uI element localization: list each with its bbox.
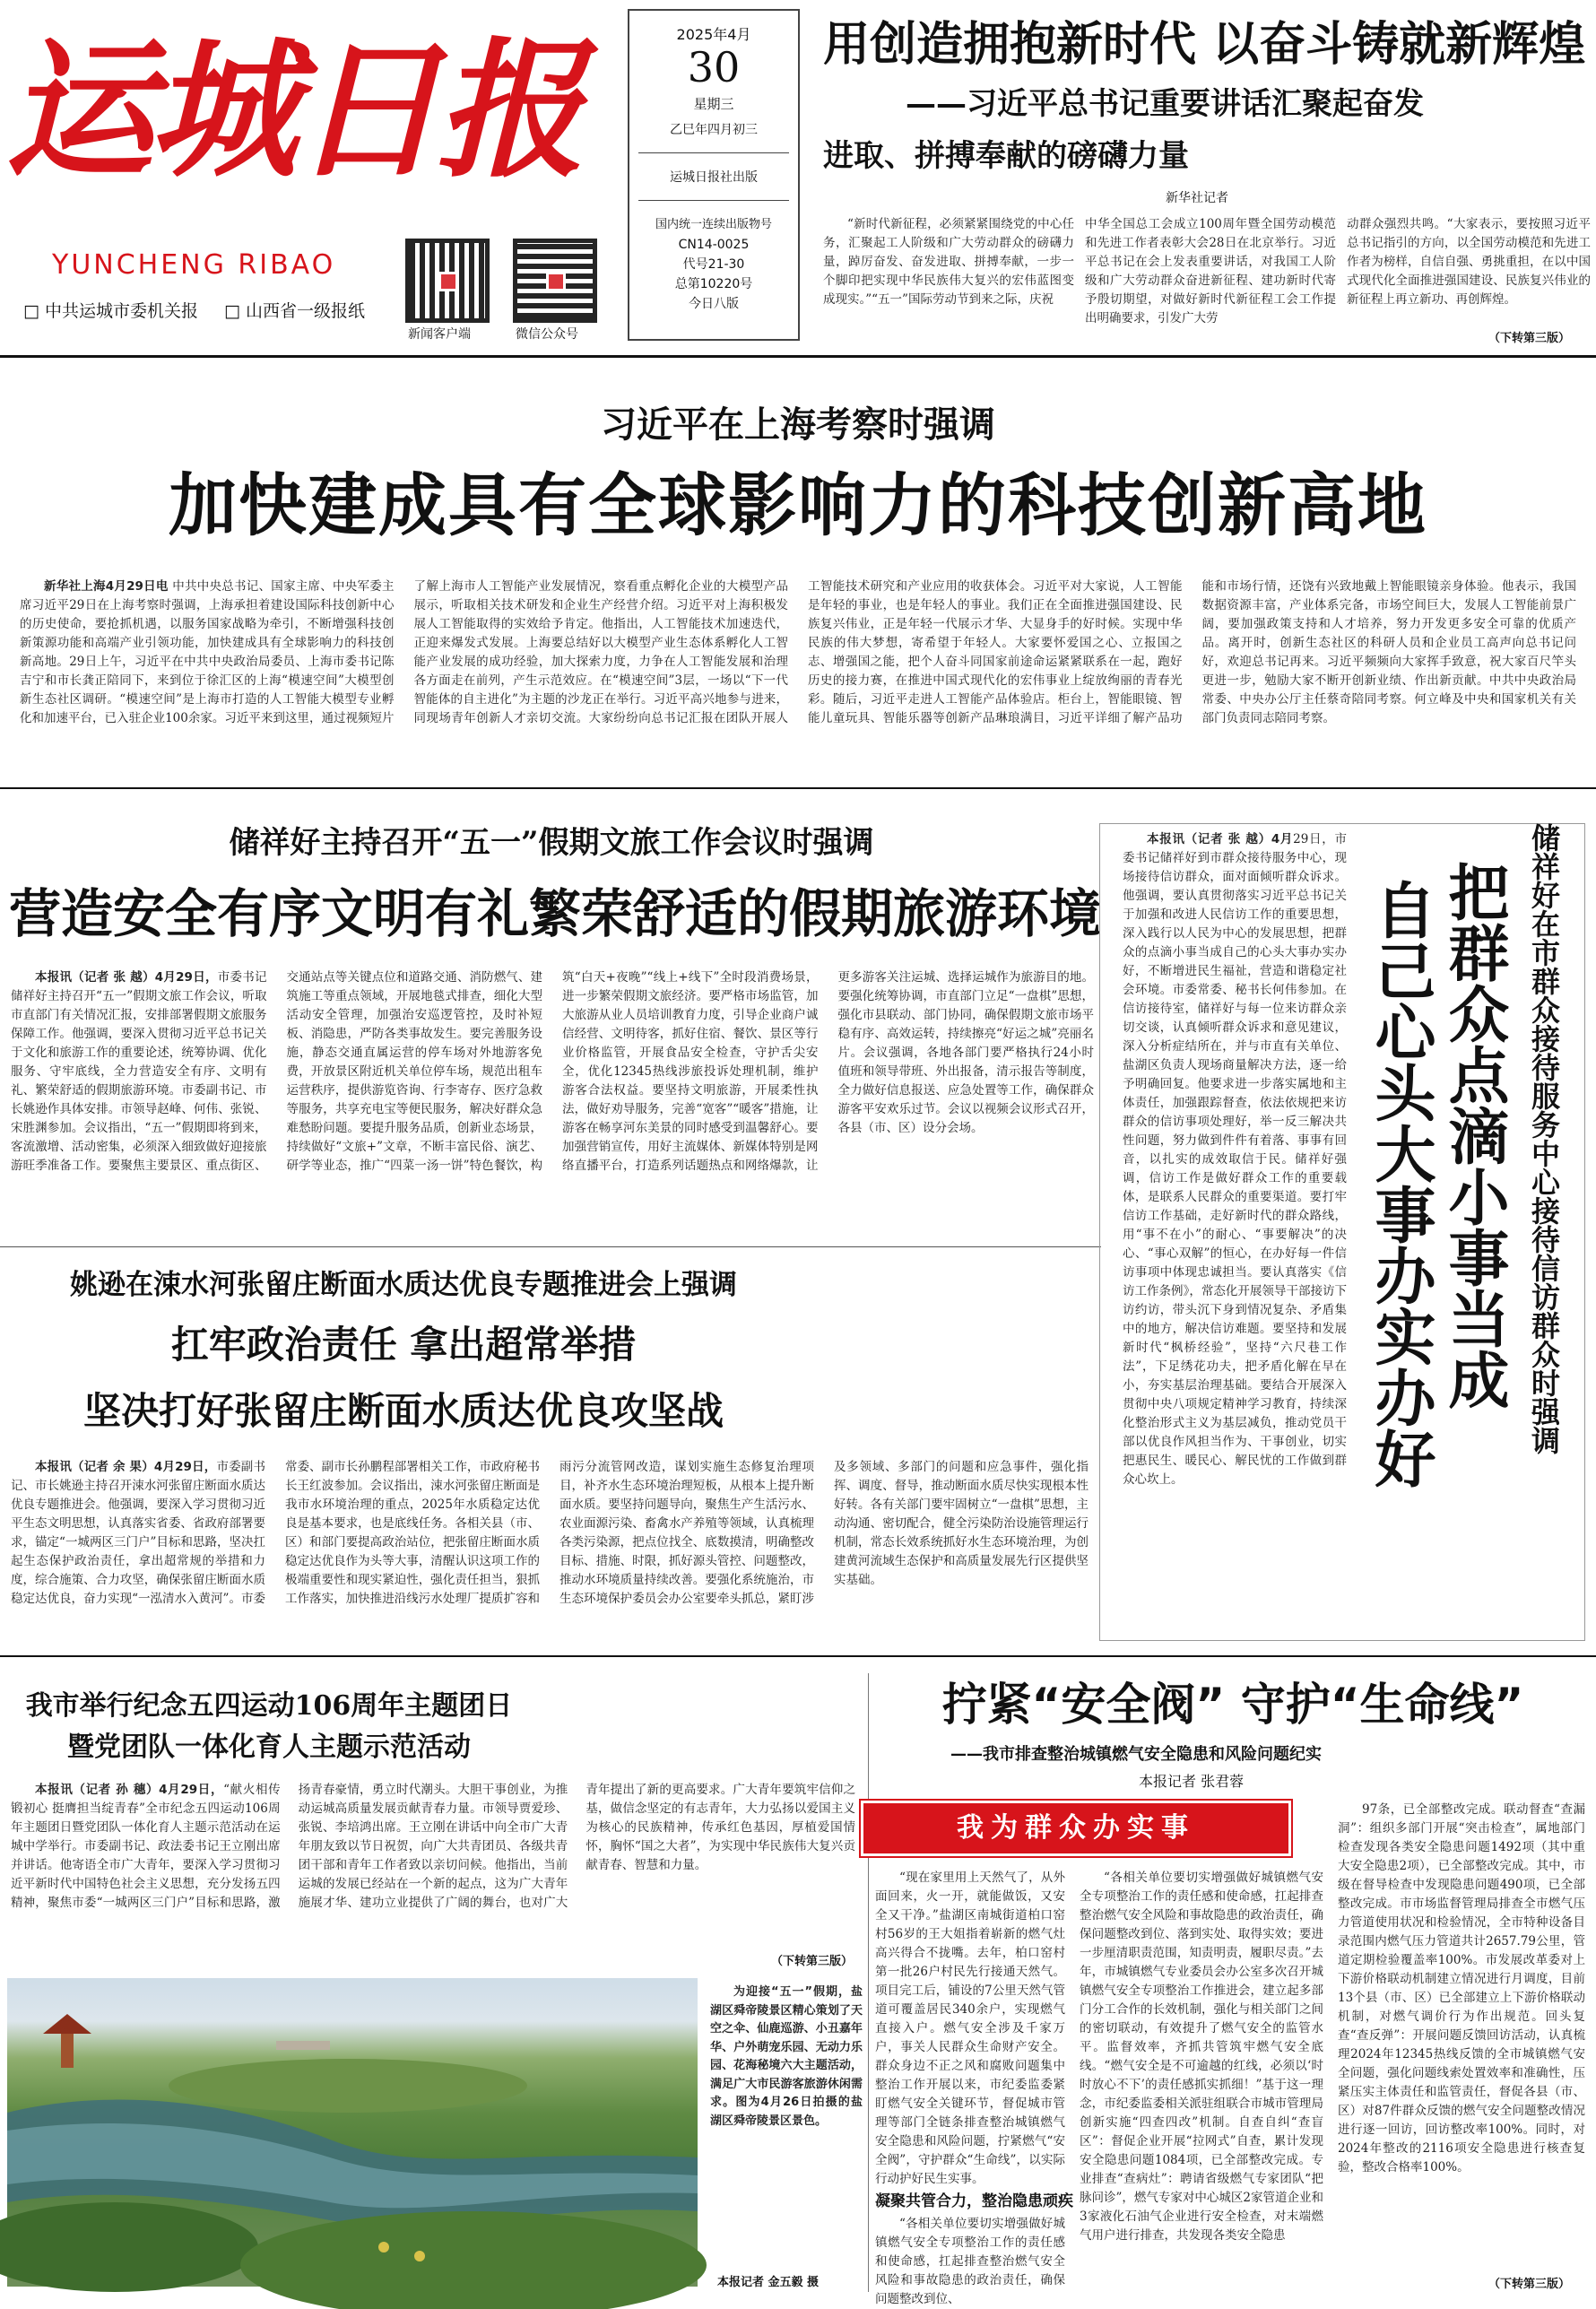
qr-label-news-app: 新闻客户端 — [408, 327, 471, 342]
divider-masthead — [0, 355, 1596, 358]
gas-body-2-lead: “各相关单位要切实增强做好城镇燃气安全专项整治工作的责任感和使命感，扛起排查整治燃气安全风险和事故隐患的政治责任，确保问题整改到位、 — [875, 2217, 1065, 2306]
youth-headline-2[interactable]: 暨党团队一体化育人主题示范活动 — [67, 1732, 471, 1763]
qr-code-news-app[interactable] — [405, 239, 490, 323]
publisher: 运城日报社出版 — [670, 170, 758, 185]
gas-body-2: “各相关单位要切实增强做好城镇燃气安全专项整治工作的责任感和使命感，扛起排查整治燃气安全风险和事故隐患的政治责任，确保问题整改到位、落到实处、取得实效；要进一步厘清职责范围，知责明责，履职尽责。”去年，市城镇燃气专业委员会办公室多次召开城镇燃气安全专项整治工作推进会，建立起多部门分工合作的长效机制，强化与相关部门之间的密切联动，有效提升了燃气安全的监管水平。监督效率，齐抓共管筑牢燃气安全底线。“燃气安全是不可逾越的红线，必须以‘时时放心不下’的责任感抓实抓细！”基于这一理念，市纪委监委相关派驻组联合市城市管理局创新实施“四查四改”机制。自查自纠“查盲区”：督促企业开展“拉网式”自查，累计发现安全隐患问题1084项，已全部整改完成。专业排查“查病灶”：聘请省级燃气专家团队“把脉问诊”，燃气专家对中心城区2家管道企业和3家液化石油气企业进行安全检查，对末端燃气用户进行排查，共发现各类安全隐患 — [1080, 1871, 1323, 2243]
petition-title-col-1[interactable]: 把群众点滴小事当成 — [1438, 861, 1509, 1410]
gas-column-3 — [1338, 1801, 1585, 2270]
gas-section-label: 凝聚共管合力，整治隐患顽疾 — [875, 2192, 1073, 2210]
gas-byline: 本报记者 张君蓉 — [1139, 1773, 1245, 1790]
serial-label: 国内统一连续出版物号 — [655, 218, 772, 231]
date-weekday: 星期三 — [693, 96, 734, 112]
petition-kicker: 储祥好在市群众接待服务中心接待信访群众时强调 — [1527, 823, 1561, 1454]
lead-column-1: “新时代新征程，必须紧紧围绕党的中心任务，汇聚起工人阶级和广大劳动群众的磅礴力量，踔厉奋发、奋发进取、拼搏奉献，一步一个脚印把实现中华民族伟大复兴的宏伟蓝图变成现实。”“五一”国际劳动节到来之际，庆祝 — [823, 217, 1074, 307]
newspaper-pinyin: YUNCHENG RIBAO — [52, 249, 336, 281]
youth-body-area — [11, 1781, 855, 1948]
shanghai-kicker: 习近平在上海考察时强调 — [601, 404, 995, 446]
gas-continued[interactable]: （下转第三版） — [1488, 2278, 1571, 2291]
photo-caption-text: 为迎接“五一”假期，盐湖区舜帝陵景区精心策划了天空之伞、仙鹿巡游、小丑嘉年华、户外萌宠乐园、无动力乐园、花海秘境六大主题活动，满足广大市民游客旅游休闲需求。图为4月26日拍摄的盐湖区舜帝陵景区景色。 — [710, 1985, 863, 2128]
lead-byline: 新华社记者 — [1166, 191, 1228, 205]
shanghai-headline[interactable]: 加快建成具有全球影响力的科技创新高地 — [169, 465, 1427, 545]
shanghai-body — [20, 577, 1576, 769]
gas-headline[interactable]: 拧紧“安全阀” 守护“生命线” — [941, 1679, 1524, 1731]
newspaper-logo: 运城日报 — [5, 23, 579, 198]
youth-continued[interactable]: （下转第三版） — [771, 1955, 854, 1968]
youth-body-text: “献火相传锻初心 挺膺担当绽青春”全市纪念五四运动106周年主题团日暨党团队一体化育人主题示范活动在运城中学举行。市委副书记、政法委书记王立刚出席并讲话。他寄语全市广大青年，要深入学习贯彻习近平新时代中国特色社会主义思想，充分发扬五四精神，聚焦市委“一城两区三门户”目标和思路，激扬青春豪情，勇立时代潮头。大胆干事创业，为推动运城高质量发展贡献青春力量。市领导贾爱珍、张锐、李培鸿出席。王立刚在讲话中向全市广大青年朋友致以节日祝贺，向广大共青团员、各级共青团干部和青年工作者致以亲切问候。他指出，当前运城的发展已经站在一个新的起点，这为广大青年施展才华、建功立业提供了广阔的舞台，也对广大青年提出了新的更高要求。广大青年要筑牢信仰之基，做信念坚定的有志青年，大力弘扬以爱国主义为核心的民族精神，传承红色基因，厚植爱国情怀，胸怀“国之大者”，为实现中华民族伟大复兴贡献青春、智慧和力量。 — [11, 1783, 855, 1910]
qr-code-wechat[interactable] — [513, 239, 597, 323]
petition-dateline: 本报讯（记者 张 越）4月 — [1147, 832, 1294, 846]
photo-illustration — [7, 1978, 698, 2287]
gas-banner — [861, 1801, 1291, 1856]
petition-body-text: 29日，市委书记储祥好到市群众接待服务中心，现场接待信访群众，面对面倾听群众诉求。他强调，要认真贯彻落实习近平总书记关于加强和改进人民信访工作的重要思想，深入践行以人民为中心的发展思想，把群众的点滴小事当成自己的心头大事办实办好，不断增进民生福祉，营造和谐稳定社会环境。市委常委、秘书长何伟参加。在信访接待室，储祥好与每一位来访群众亲切交谈，认真倾听群众诉求和意见建议，深入分析症结所在，并与市直有关单位、盐湖区负责人现场商量解决方法，逐一给予明确回复。他要求进一步落实属地和主体责任，加强跟踪督查，依法依规把来访群众的信访事项处理好，举一反三解决共性问题，努力做到件件有着落、事事有回音，以扎实的成效取信于民。储祥好强调，信访工作是做好群众工作的重要载体，是联系人民群众的重要渠道。要打牢信访工作基础，走好新时代的群众路线，用“事不在小”的耐心、“事要解决”的决心、“事心双解”的恒心，在办好每一件信访事项中体现忠诚担当。要认真落实《信访工作条例》，常态化开展领导干部接访下访约访，带头沉下身到情况复杂、矛盾集中的地方，解决信访难题。要坚持和发展新时代“枫桥经验”，坚持“六尺巷工作法”，下足绣花功夫，把矛盾化解在早在小，夯实基层治理基础。要结合开展深入贯彻中央八项规定精神学习教育，持续深化整治形式主义为基层减负，推动党员干部以优良作风担当作为、干事创业，切实把惠民生、暖民心、解民忧的工作做到群众心坎上。 — [1123, 832, 1347, 1487]
serial-cn: CN14-0025 — [678, 238, 750, 252]
date-year-month: 2025年4月 — [676, 26, 751, 43]
masthead — [0, 0, 1596, 352]
lead-continued[interactable]: （下转第三版） — [1488, 332, 1571, 345]
tourism-headline[interactable]: 营造安全有序文明有礼繁荣舒适的假期旅游环境 — [9, 883, 1102, 944]
divider-bottom-vertical — [868, 1673, 869, 2292]
date-day: 30 — [687, 43, 741, 91]
scenic-photo[interactable] — [7, 1978, 698, 2287]
date-lunar: 乙巳年四月初三 — [670, 123, 758, 137]
gas-column-1b — [875, 2215, 1065, 2306]
lead-column-3: 动群众强烈共鸣。“大家表示，要按照习近平总书记指引的方向，以全国劳动模范和先进工作者为榜样，自信自强、勇挑重担，在以中国式现代化全面推进强国建设、民族复兴伟业的新征程上再立新功、再创辉煌。 — [1347, 217, 1591, 307]
gas-body-3: 97条，已全部整改完成。联动督查“查漏洞”：组织多部门开展“突击检查”，属地部门检查发现各类安全隐患问题1492项（其中重大安全隐患2项），已全部整改完成。其中，市级在督导检查中发现隐患问题490项，已全部整改完成。市市场监督管理局排查全市燃气压力管道使用状况和检验情况，全市特种设备目录范围内燃气压力管道共计2657.79公里，管道定期检验覆盖率100%。市发展改革委对上下游价格联动机制建立情况进行月调度，目前13个县（市、区）已全部建立上下游价格联动机制，对燃气调价行为作出规范。回头复查“查反弹”：开展问题反馈回访活动，认真梳理2024年12345热线反馈的全市城镇燃气安全问题，强化问题线索处置效率和准确性，压紧压实主体责任和监管责任，督促各县（市、区）对87件群众反馈的燃气安全问题整改情况进行逐一回访，回访整改率100%。同时，对2024年整改的2116项安全隐患进行核查复验，整改合格率100%。 — [1338, 1802, 1585, 2174]
river-body — [11, 1458, 1089, 1616]
river-dateline: 本报讯（记者 余 果）4月29日， — [35, 1460, 217, 1474]
tourism-body-text: 市委书记储祥好主持召开“五一”假期文旅工作会议，听取市直部门有关情况汇报，安排部署假期文旅服务保障工作。他强调，要深入贯彻习近平总书记关于文化和旅游工作的重要论述，统筹协调、优化服务、守牢底线，全力营造安全有序、文明有礼、繁荣舒适的假期旅游环境。市委副书记、市长姚逊作具体安排。市领导赵峰、何伟、张锐、宋胜渊参加。会议指出，“五一”假期即将到来，客流激增、活动密集，必须深入细致做好迎接旅游旺季准备工作。要聚焦主要景区、重点街区、交通站点等关键点位和道路交通、消防燃气、建筑施工等重点领域，开展地毯式排查，细化大型活动安全管理，加强治安巡逻管控，及时补短板、消隐患，严防各类事故发生。要完善服务设施，静态交通直属运营的停车场对外地游客免费，开放景区附近机关单位停车场，规范出租车运营秩序，提供游览咨询、行李寄存、医疗急救等服务，共享充电宝等便民服务，解决好群众急难愁盼问题。要提升服务品质，创新业态场景，持续做好“文旅+”文章，不断丰富民俗、演艺、研学等业态，推广“四菜一汤一饼”特色餐饮，构筑“白天+夜晚”“线上+线下”全时段消费场景，进一步繁荣假期文旅经济。要严格市场监管，加大旅游从业人员培训教育力度，引导企业商户诚信经营、文明待客，抓好住宿、餐饮、景区等行业价格监管，开展食品安全检查，守护舌尖安全，优化12345热线涉旅投诉处理机制，维护游客合法权益。要坚持文明旅游，开展柔性执法，做好劝导服务，完善“宽客”“暖客”措施，让游客在畅享河东美景的同时感受到温馨舒心。要加强营销宣传，用好主流媒体、新媒体特别是网络直播平台，打造系列话题热点和网络爆款，让更多游客关注运城、选择运城作为旅游目的地。要强化统筹协调，市直部门立足“一盘棋”思想，强化市县联动、部门协同，确保假期文旅市场平稳有序、高效运转，持续擦亮“好运之城”亮丽名片。会议强调，各地各部门要严格执行24小时值班和领导带班、外出报备，清示报告等制度，全力做好信息报送、应急处置等工作，确保群众游客平安欢乐过节。会议以视频会议形式召开，各县（市、区）设分会场。 — [11, 970, 1094, 1173]
youth-headline-1[interactable]: 我市举行纪念五四运动106周年主题团日 — [25, 1690, 513, 1722]
river-headline-2[interactable]: 坚决打好张留庄断面水质达优良攻坚战 — [82, 1389, 724, 1433]
petition-body — [1123, 830, 1347, 1634]
qr-label-wechat: 微信公众号 — [516, 327, 578, 342]
youth-dateline: 本报讯（记者 孙 穗）4月29日， — [35, 1783, 224, 1797]
lead-headline[interactable]: 用创造拥抱新时代 以奋斗铸就新辉煌 — [823, 18, 1586, 72]
divider-river — [0, 1655, 1596, 1657]
divider-shanghai — [0, 787, 1596, 789]
lead-subhead-2: 进取、拼搏奉献的磅礴力量 — [823, 138, 1189, 174]
tourism-body — [11, 968, 1094, 1234]
photo-caption — [710, 1983, 863, 2269]
gas-column-1 — [875, 1869, 1065, 2186]
gas-banner-text: 我为群众办实事 — [957, 1812, 1195, 1844]
serial-issue: 总第10220号 — [674, 277, 753, 291]
page-count: 今日八版 — [689, 297, 739, 311]
river-body-text: 市委副书记、市长姚逊主持召开涑水河张留庄断面水质达优良专题推进会。他强调，要深入学习贯彻习近平生态文明思想，认真落实省委、省政府部署要求，锚定“一城两区三门户”目标和思路，坚决扛起生态保护政治责任，拿出超常规的举措和力度，综合施策、合力攻坚，确保张留庄断面水质稳定达优良，奋力实现“一泓清水入黄河”。市委常委、副市长孙鹏程部署相关工作，市政府秘书长王红波参加。会议指出，涑水河张留庄断面是我市水环境治理的重点，2025年水质稳定达优良是基本要求，也是底线任务。各相关县（市、区）和部门要提高政治站位，把张留庄断面水质稳定达优良作为头等大事，清醒认识这项工作的极端重要性和现实紧迫性，强化责任担当，狠抓工作落实，加快推进沿线污水处理厂提质扩容和雨污分流管网改造，谋划实施生态修复治理项目，补齐水生态环境治理短板，从根本上提升断面水质。要坚持问题导向，聚焦生产生活污水、农业面源污染、畜禽水产养殖等领域，认真梳理各类污染源，把点位找全、底数摸清，明确整改目标、措施、时限，抓好源头管控、问题整改，推动水环境质量持续改善。要强化系统施治，市生态环境保护委员会办公室要牵头抓总，紧盯涉及多领域、多部门的问题和应急事件，强化指挥、调度、督导，推动断面水质尽快实现根本性好转。各有关部门要牢固树立“一盘棋”思想，主动沟通、密切配合，健全污染防治设施管理运行机制，常态长效系统抓好水生态环境治理，为创建黄河流域生态保护和高质量发展先行区提供坚实基础。 — [11, 1460, 1089, 1606]
lead-subhead-1: ——习近平总书记重要讲话汇聚起奋发 — [906, 86, 1424, 122]
serial-code: 代号21-30 — [682, 257, 745, 272]
shanghai-body-text: 中共中央总书记、国家主席、中央军委主席习近平29日在上海考察时强调，上海承担着建设国际科技创新中心的历史使命，要抢抓机遇，以服务国家战略为牵引，不断增强科技创新策源功能和高端产业引领功能，加快建成具有全球影响力的科技创新高地。29日上午，习近平在中共中央政治局委员、上海市委书记陈吉宁和市长龚正陪同下，来到位于徐汇区的上海“模速空间”大模型创新生态社区调研。“模速空间”是上海市打造的人工智能大模型专业孵化和加速平台，已入驻企业100余家。习近平来到这里，通过视频短片了解上海市人工智能产业发展情况，察看重点孵化企业的大模型产品展示，听取相关技术研发和企业生产经营介绍。习近平对上海积极发展人工智能取得的实效给予肯定。他指出，人工智能技术加速迭代，正迎来爆发式发展。上海要总结好以大模型产业生态体系孵化人工智能产业发展的成功经验，加大探索力度，力争在人工智能发展和治理各方面走在前列，产生示范效应。在“模速空间”3层，一场以“下一代智能体的自主进化”为主题的沙龙正在举行。习近平高兴地参与进来，同现场青年创新人才亲切交流。大家纷纷向总书记汇报在团队开展人工智能技术研究和产业应用的收获体会。习近平对大家说，人工智能是年轻的事业，也是年轻人的事业。我们正在全面推进强国建设、民族复兴伟业，正是年轻一代展示才华、大显身手的好时候。实现中华民族的伟大梦想，寄希望于年轻人。大家要怀爱国之心、立报国之志、增强国之能，把个人奋斗同国家前途命运紧紧联系在一起，跑好历史的接力赛，在推进中国式现代化的宏伟事业上绽放绚丽的青春光彩。随后，习近平走进人工智能产品体验店。柜台上，智能眼镜、智能儿童玩具、智能乐器等创新产品琳琅满目，习近平详细了解产品功能和市场行情，还饶有兴致地戴上智能眼镜亲身体验。他表示，我国数据资源丰富，产业体系完备，市场空间巨大，发展人工智能前景广阔，要加强政策支持和人才培养，努力开发更多安全可靠的优质产品。离开时，创新生态社区的科研人员和企业员工高声向总书记问好，欢迎总书记再来。习近平频频向大家挥手致意，祝大家百尺竿头更进一步，勉励大家不断开创新业绩、作出新贡献。中共中央政治局常委、中央办公厅主任蔡奇陪同考察。何立峰及中央和国家机关有关部门负责同志陪同考察。 — [20, 579, 1576, 725]
masthead-tag-party: □ 中共运城市委机关报 — [23, 301, 198, 321]
photo-credit: 本报记者 金五毅 摄 — [717, 2276, 820, 2289]
gas-subhead: ——我市排查整治城镇燃气安全隐患和风险问题纪实 — [950, 1745, 1322, 1764]
date-block — [628, 9, 800, 341]
river-headline-1[interactable]: 扛牢政治责任 拿出超常举措 — [170, 1323, 637, 1367]
shanghai-dateline: 新华社上海4月29日电 — [44, 579, 169, 594]
petition-title-col-2[interactable]: 自己心头大事办实办好 — [1365, 879, 1436, 1489]
gas-column-2 — [1080, 1869, 1323, 2290]
gas-body-1: “现在家里用上天然气了，从外面回来，火一开，就能做饭，又安全又干净。”盐湖区南城街道柏口窑村56岁的王大姐指着崭新的燃气灶高兴得合不拢嘴。去年，柏口窑村第一批26户村民先行接通天然气。项目完工后，铺设的7公里天然气管道可覆盖居民340余户，实现燃气直接入户。燃气安全涉及千家万户，事关人民群众生命财产安全。群众身边不正之风和腐败问题集中整治工作开展以来，市纪委监委紧盯燃气安全关键环节，督促城市管理等部门全链条排查整治城镇燃气安全隐患和风险问题，拧紧燃气“安全阀”，守护群众“生命线”，以实际行动护好民生实事。 — [875, 1871, 1065, 2186]
lead-column-2: 中华全国总工会成立100周年暨全国劳动模范和先进工作者表彰大会28日在北京举行。习近平总书记在会上发表重要讲话，对我国工人阶级和广大劳动群众奋进新征程、建功新时代寄予殷切期望，对做好新时代新征程工会工作提出明确要求，引发广大劳 — [1085, 217, 1336, 326]
tourism-kicker: 储祥好主持召开“五一”假期文旅工作会议时强调 — [229, 825, 874, 861]
divider-tourism — [0, 1246, 1101, 1247]
river-kicker: 姚逊在涑水河张留庄断面水质达优良专题推进会上强调 — [70, 1269, 737, 1301]
masthead-tag-provincial: □ 山西省一级报纸 — [224, 301, 365, 321]
tourism-dateline: 本报讯（记者 张 越）4月29日， — [35, 970, 218, 985]
